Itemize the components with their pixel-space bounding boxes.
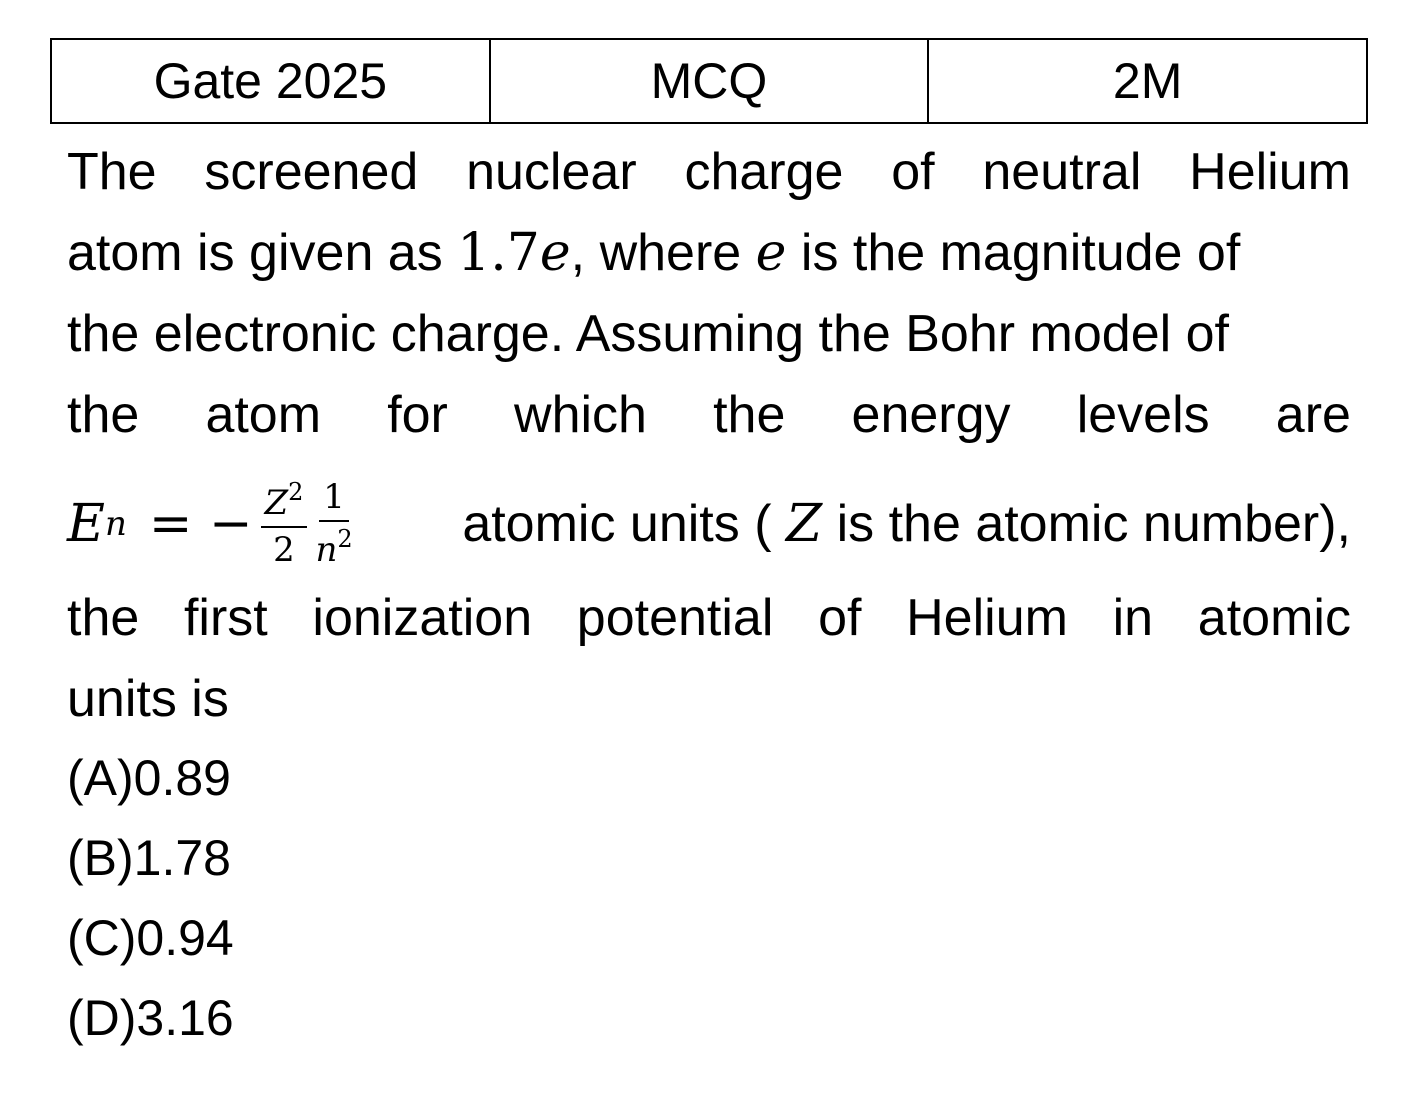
atomic-number-symbol: Z bbox=[785, 494, 823, 554]
word: first bbox=[183, 589, 268, 647]
option-label: (A) bbox=[67, 750, 134, 806]
energy-formula bbox=[67, 476, 359, 570]
text-segment: is the atomic number), bbox=[836, 495, 1351, 553]
word: atom bbox=[205, 386, 322, 444]
text-segment: is the magnitude of bbox=[786, 224, 1241, 282]
word: Helium bbox=[906, 589, 1068, 647]
charge-symbol: e bbox=[539, 223, 571, 283]
header-row bbox=[51, 39, 1367, 123]
word: ionization bbox=[312, 589, 533, 647]
formula-lhs-sub: n bbox=[104, 504, 127, 544]
formula-trailing-text bbox=[462, 494, 1351, 554]
formula-equals: = − bbox=[148, 494, 253, 554]
word: charge bbox=[684, 143, 844, 201]
word: of bbox=[818, 589, 862, 647]
word: the bbox=[67, 589, 140, 647]
option-value: 1.78 bbox=[133, 830, 231, 886]
option-label: (D) bbox=[67, 990, 137, 1046]
charge-symbol: e bbox=[755, 223, 787, 283]
option-label: (C) bbox=[67, 910, 137, 966]
option-d[interactable] bbox=[67, 978, 234, 1058]
charge-value: 1.7 bbox=[457, 223, 540, 283]
word: for bbox=[387, 386, 448, 444]
word: nuclear bbox=[466, 143, 637, 201]
fraction-one-over-n-squared bbox=[311, 476, 356, 570]
denominator-exp: 2 bbox=[337, 525, 353, 553]
option-b[interactable] bbox=[67, 818, 234, 898]
question-line-2 bbox=[67, 213, 1351, 294]
text-segment: , where bbox=[570, 224, 756, 282]
word: the bbox=[713, 386, 786, 444]
question-line-1 bbox=[67, 132, 1351, 213]
word: the bbox=[67, 386, 140, 444]
word: neutral bbox=[982, 143, 1142, 201]
word: which bbox=[514, 386, 647, 444]
option-a[interactable] bbox=[67, 738, 234, 818]
option-label: (B) bbox=[67, 830, 134, 886]
question-line-7: units is bbox=[67, 670, 229, 728]
fraction-numerator: 1 bbox=[319, 479, 349, 522]
word: atomic bbox=[1197, 589, 1351, 647]
question-text-continued bbox=[67, 578, 1351, 740]
numerator-var: Z bbox=[264, 482, 289, 523]
header-table bbox=[50, 38, 1368, 124]
fraction-numerator bbox=[261, 479, 308, 528]
formula-lhs: E bbox=[67, 494, 105, 554]
text-segment: atom is given as bbox=[67, 224, 458, 282]
word: The bbox=[67, 143, 157, 201]
question-text bbox=[67, 132, 1351, 456]
option-value: 3.16 bbox=[136, 990, 234, 1046]
question-line-4 bbox=[67, 375, 1351, 456]
word: in bbox=[1112, 589, 1154, 647]
question-line-3: the electronic charge. Assuming the Bohr model of bbox=[67, 305, 1229, 363]
question-line-6 bbox=[67, 578, 1351, 659]
word: levels bbox=[1076, 386, 1210, 444]
option-value: 0.94 bbox=[136, 910, 234, 966]
exam-cell: Gate 2025 bbox=[51, 39, 490, 123]
line-2-left bbox=[67, 213, 1240, 294]
fraction-z-squared bbox=[261, 479, 308, 570]
word: Helium bbox=[1189, 143, 1351, 201]
word: potential bbox=[576, 589, 774, 647]
option-value: 0.89 bbox=[133, 750, 231, 806]
word: are bbox=[1275, 386, 1351, 444]
text-segment: atomic units ( bbox=[462, 495, 772, 553]
answer-options bbox=[67, 738, 234, 1058]
numerator-exp: 2 bbox=[288, 477, 304, 506]
word: screened bbox=[204, 143, 419, 201]
marks-cell: 2M bbox=[928, 39, 1367, 123]
question-type-cell: MCQ bbox=[490, 39, 929, 123]
word: of bbox=[891, 143, 935, 201]
fraction-denominator bbox=[311, 522, 356, 569]
fraction-denominator: 2 bbox=[273, 530, 295, 570]
formula-line bbox=[67, 464, 1351, 584]
option-c[interactable] bbox=[67, 898, 234, 978]
denominator-var: n bbox=[315, 530, 338, 570]
word: energy bbox=[851, 386, 1011, 444]
